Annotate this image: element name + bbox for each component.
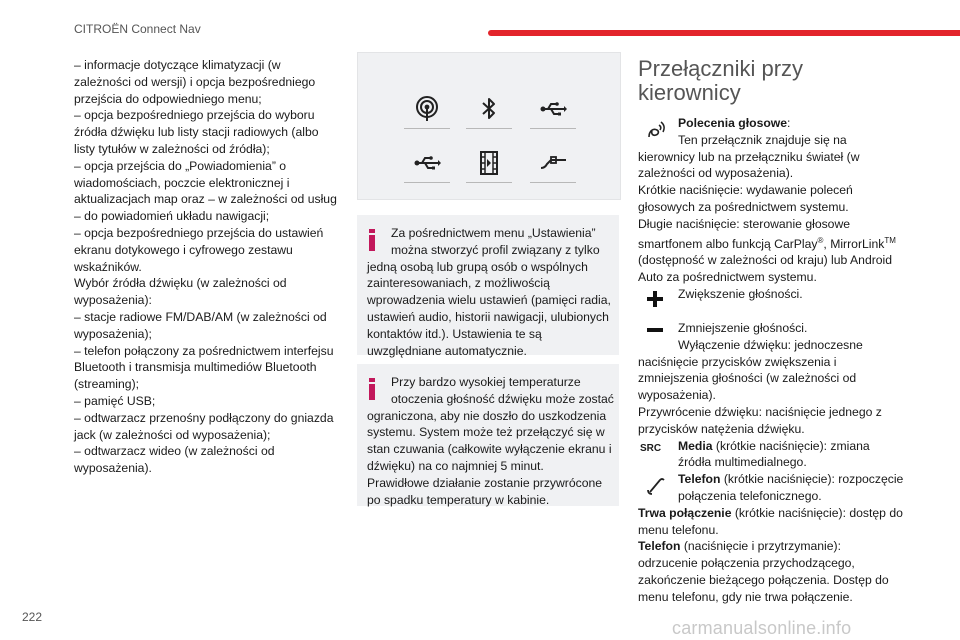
text-line: (streaming);	[74, 377, 140, 392]
info-icon	[367, 378, 377, 400]
text-line: – opcja bezpośredniego przejścia do wyboru	[74, 108, 315, 123]
text-line: stan czuwania (całkowite wyłączenie ekranu i	[367, 442, 612, 457]
src-button-label: SRC	[640, 442, 662, 454]
text-line: głosowych za pośrednictwem systemu.	[638, 199, 849, 214]
text-line: jedną osobą lub grupą osób o wspólnych	[367, 259, 588, 274]
media-src-block: SRC Media (krótkie naciśnięcie): zmiana źródła multimedialnego.	[638, 438, 910, 472]
text-line: wyposażenia):	[74, 293, 152, 308]
text-line: wyposażenia).	[638, 388, 716, 403]
text-line: Przywrócenie dźwięku: naciśnięcie jednego z	[638, 405, 882, 420]
text-line: Przy bardzo wysokiej temperaturze	[391, 375, 581, 389]
info-icon	[367, 229, 377, 251]
aux-jack-icon	[530, 143, 576, 183]
text-line: uwzględniane automatycznie.	[367, 343, 527, 358]
minus-icon	[646, 327, 664, 333]
text-line: – stacje radiowe FM/DAB/AM (w zależności od	[74, 309, 327, 324]
text-line: zmniejszenia głośności (w zależności od	[638, 371, 857, 386]
text-line: zależności od wersji) i opcja bezpośredniego	[74, 74, 316, 89]
text-line: (dostępność w zależności od kraju) lub Android	[638, 253, 893, 268]
text-line: menu telefonu, gdy nie trwa połączenie.	[638, 589, 853, 604]
text-line: zakończenie bieżącego połączenia. Dostęp do	[638, 572, 889, 587]
text-line: Krótkie naciśnięcie: wydawanie poleceń	[638, 183, 853, 198]
text-line: menu telefonu.	[638, 522, 719, 537]
text-line: – odtwarzacz przenośny podłączony do gniazda	[74, 410, 334, 425]
plus-icon	[646, 290, 664, 308]
usb-icon	[530, 89, 576, 129]
page-number: 222	[22, 610, 43, 624]
info-note-temperature	[357, 364, 619, 506]
phone-icon	[646, 475, 666, 495]
text-line: – odtwarzacz wideo (w zależności od	[74, 444, 275, 459]
text-line: – pamięć USB;	[74, 393, 156, 408]
text-line: listy tytułów w zależności od źródła);	[74, 141, 270, 156]
text-line: Ten przełącznik znajduje się na	[678, 132, 847, 147]
text-line: źródła multimedialnego.	[678, 455, 807, 470]
section-heading: Przełączniki przy kierownicy	[638, 56, 804, 105]
column-left-text	[74, 57, 338, 477]
text-line: – opcja przejścia do „Powiadomienia” o	[74, 158, 287, 173]
text-line: połączenia telefonicznego.	[678, 489, 822, 503]
text-line: Wyłączenie dźwięku: jednoczesne	[678, 337, 863, 352]
text-line: ograniczona, aby nie doszło do uszkodzenia	[367, 408, 607, 423]
text-line: Zwiększenie głośności.	[678, 287, 803, 302]
text-line: po spadku temperatury w kabinie.	[367, 492, 550, 507]
text-line: – telefon połączony za pośrednictwem interfejsu	[74, 343, 334, 358]
volume-down-block	[638, 320, 910, 438]
text-line: Za pośrednictwem menu „Ustawienia”	[391, 226, 596, 240]
bluetooth-icon	[466, 89, 512, 129]
text-line: otoczenia głośność dźwięku może zostać	[391, 391, 614, 406]
text-line: systemu. System może też przełączyć się w	[367, 425, 605, 440]
radio-waves-icon	[404, 89, 450, 129]
text-line: zainteresowaniach, z możliwością	[367, 276, 550, 291]
text-line: Wybór źródła dźwięku (w zależności od	[74, 276, 287, 291]
text-line: przycisków natężenia dźwięku.	[638, 421, 805, 436]
voice-command-block: Polecenia głosowe: Ten przełącznik znajduje się na kierownicy lub na przełączniku świateł (w zależności od wyposażenia). Krótkie naciśnięcie: wydawanie poleceń głosowych za pośrednictwem systemu. Długie naciśnięcie: sterowanie głosowe smartfonem albo funkcją CarPlay®, MirrorLink™ (dostępność w zależności od kraju) lub Android Auto za pośrednictwem systemu.	[638, 115, 910, 286]
text-line: przejścia do odpowiedniego menu;	[74, 91, 262, 106]
header-accent-bar	[488, 30, 960, 36]
text-line: Długie naciśnięcie: sterowanie głosowe	[638, 216, 851, 231]
text-line: – do powiadomień układu nawigacji;	[74, 209, 270, 224]
text-line: kontaktów itd.). Ustawienia te są	[367, 326, 542, 341]
audio-source-icons-panel	[357, 52, 621, 200]
text-line: Prawidłowe działanie zostanie przywrócone	[367, 475, 603, 490]
text-line: ekranu dotykowego i cyfrowego zestawu	[74, 242, 293, 257]
column-right-steering-controls: Przełączniki przy kierownicy Polecenia głosowe: Ten przełącznik znajduje się na kierownicy lub na przełączniku świateł (w zależności od wyposażenia). Krótkie naciśnięcie: wydawanie poleceń głosowych za pośrednictwem systemu. Długie naciśnięcie: sterowanie głosowe smartfonem albo funkcją CarPlay®, MirrorLink™ (dostępność w zależności od kraju) lub Android Auto za pośrednictwem systemu. Zwiększenie głośności. Zmniejszenie głośności. Wyłączenie dźwięku: jednoczesne naciśnięcie przycisków zwiększenia i zmniejszenia głośności (w zależności od wyposażenia). Przywrócenie dźwięku: naciśnięcie jednego z przycisków natężenia dźwięku. SRC Media (krótkie naciśnięcie): zmiana źródła multimedialnego. Telefon (krótkie naciśnięcie): rozpoczęcie połączenia telefonicznego. Trwa połączenie (krótkie naciśnięcie): dostęp do menu telefonu. Telefon (naciśnięcie i przytrzymanie): odrzucenie połączenia przychodzącego, zakończenie bieżącego połączenia. Dostęp do menu telefonu, gdy nie trwa połączenie.	[638, 57, 910, 606]
volume-up-block	[638, 286, 910, 320]
text-line: wskaźników.	[74, 259, 142, 274]
text-line: wyposażenia);	[74, 326, 152, 341]
usb-icon	[404, 143, 450, 183]
text-line: ustawień audio, historii nawigacji, ulubionych	[367, 309, 609, 324]
text-line: dźwięku) na co najmniej 5 minut.	[367, 458, 544, 473]
text-line: – informacje dotyczące klimatyzacji (w	[74, 58, 281, 72]
watermark: carmanualsonline.info	[672, 618, 852, 638]
text-line: kierownicy lub na przełączniku świateł (w	[638, 149, 860, 164]
text-line: wiadomościach, poczcie elektronicznej i	[74, 175, 290, 190]
text-line: – opcja bezpośredniego przejścia do ustawień	[74, 225, 324, 240]
video-film-icon	[466, 143, 512, 183]
text-line: Auto za pośrednictwem systemu.	[638, 270, 817, 285]
voice-command-icon	[646, 117, 670, 141]
text-line: źródła dźwięku lub listy stacji radiowych (albo	[74, 125, 319, 140]
text-line: wprowadzenia wielu ustawień (pamięci radia,	[367, 293, 611, 308]
text-line: aktualizacjach map oraz – w zależności od usług	[74, 192, 337, 207]
text-line: wyposażenia).	[74, 461, 152, 476]
text-line: Zmniejszenie głośności.	[678, 321, 808, 336]
text-line: smartfonem albo funkcją CarPlay®, MirrorLink™	[638, 235, 896, 251]
text-line: naciśnięcie przycisków zwiększenia i	[638, 354, 837, 369]
info-note-settings	[357, 215, 619, 358]
text-line: Bluetooth i transmisja multimediów Bluetooth	[74, 360, 317, 375]
phone-block: Telefon (krótkie naciśnięcie): rozpoczęcie połączenia telefonicznego.	[638, 471, 910, 505]
text-line: można stworzyć profil związany z tylko	[391, 242, 600, 257]
text-line: zależności od wyposażenia).	[638, 166, 794, 181]
text-line: jack (w zależności od wyposażenia);	[74, 427, 271, 442]
text-line: odrzucenie połączenia przychodzącego,	[638, 556, 855, 571]
page-header-title: CITROËN Connect Nav	[74, 22, 201, 36]
